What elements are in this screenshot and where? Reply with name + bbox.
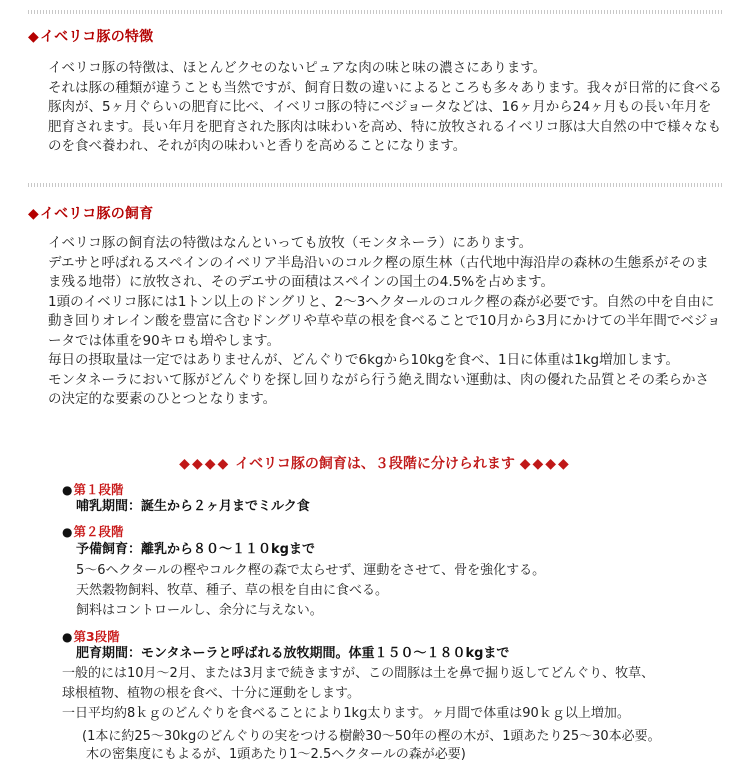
note-line: (1本に約25〜30kgのどんぐりの実をつける樹齢30〜50年の樫の木が、1頭あたり25〜30本必要。 bbox=[82, 729, 661, 744]
stages-banner bbox=[0, 453, 750, 473]
middle-divider bbox=[28, 183, 722, 187]
stage-2-title bbox=[62, 522, 124, 540]
diamond-icon: ◆◆◆◆ bbox=[179, 456, 231, 472]
acorn-note bbox=[82, 728, 722, 764]
paragraph: 1頭のイベリコ豚には1トン以上のドングリと、2〜3ヘクタールのコルク樫の森が必要です。自然の中を自由に動き回りオレイン酸を豊富に含むドングリや草や草の根を食べることで10月から3月にかけての半年間でベジョータでは体重を90キロも増やします。 bbox=[48, 293, 721, 349]
diamond-icon: ◆ bbox=[28, 29, 39, 45]
stage-2-line: 飼料はコントロールし、余分に与えない。 bbox=[76, 603, 323, 618]
bullet-icon: ● bbox=[62, 483, 73, 497]
paragraph: イベリコ豚の飼育法の特徴はなんといっても放牧（モンタネーラ）にあります。 bbox=[48, 235, 533, 251]
stage-3-line: 一般的には10月〜2月、または3月まで続きますが、この間豚は土を鼻で掘り返してどんぐり、牧草、 bbox=[62, 666, 655, 681]
paragraph: モンタネーラにおいて豚がどんぐりを探し回りながら行う絶え間ない運動は、肉の優れた品質とその柔らかさの決定的な要素のひとつとなります。 bbox=[48, 371, 709, 407]
breeding-text bbox=[48, 234, 722, 410]
stage-2-line: 天然穀物飼料、牧草、種子、草の根を自由に食べる。 bbox=[76, 583, 389, 598]
stage-3-period: 肥育期間：モンタネーラと呼ばれる放牧期間。体重１５０〜１８０kgまで bbox=[76, 646, 510, 661]
note-line: 木の密集度にもよるが、1頭あたり1〜2.5ヘクタールの森が必要) bbox=[86, 747, 466, 762]
section-title: イベリコ豚の特徴 bbox=[39, 29, 154, 45]
paragraph: それは豚の種類が違うことも当然ですが、飼育日数の違いによるところも多々あります。我々が日常的に食べる豚肉が、5ヶ月ぐらいの肥育に比べ、イベリコ豚の特にベジョータなどは、16ヶ月から24ヶ月もの長い年月を肥育されます。長い年月を肥育された豚肉は味わいを高め、特に放牧されるイベリコ豚は大自然の中で様々なものを食べ養われ、それが肉の味わいと香りを高めることになります。 bbox=[48, 79, 722, 154]
bullet-icon: ● bbox=[62, 525, 73, 539]
top-divider bbox=[28, 10, 722, 14]
stage-title-text: 第3段階 bbox=[73, 629, 120, 644]
diamond-icon: ◆ bbox=[28, 206, 39, 222]
section-title: イベリコ豚の飼育 bbox=[39, 206, 154, 222]
stage-3-title bbox=[62, 627, 120, 645]
stage-1-title bbox=[62, 480, 124, 498]
diamond-icon: ◆◆◆◆ bbox=[519, 456, 571, 472]
section-heading-breeding bbox=[28, 203, 153, 223]
paragraph: イベリコ豚の特徴は、ほとんどクセのないピュアな肉の味と味の濃さにあります。 bbox=[48, 60, 547, 76]
stage-3-line: 一日平均約8ｋｇのどんぐりを食べることにより1kg太ります。ヶ月間で体重は90ｋｇ以上増加。 bbox=[62, 706, 630, 721]
features-text bbox=[48, 59, 722, 157]
stage-title-text: 第１段階 bbox=[73, 482, 124, 497]
bullet-icon: ● bbox=[62, 630, 73, 644]
stage-2-period: 予備飼育：離乳から８０〜１１０kgまで bbox=[76, 542, 315, 557]
section-heading-features bbox=[28, 26, 153, 46]
paragraph: 毎日の摂取量は一定ではありませんが、どんぐりで6kgから10kgを食べ、1日に体重は1kg増加します。 bbox=[48, 352, 680, 368]
stage-1-period: 哺乳期間：誕生から２ヶ月までミルク食 bbox=[76, 499, 310, 514]
stage-3-line: 球根植物、植物の根を食べ、十分に運動をします。 bbox=[62, 686, 360, 701]
stage-title-text: 第２段階 bbox=[73, 524, 124, 539]
paragraph: デエサと呼ばれるスペインのイベリア半島沿いのコルク樫の原生林（古代地中海沿岸の森林の生態系がそのまま残る地帯）に放牧され、そのデエサの面積はスペインの国土の4.5%を占めます。 bbox=[48, 254, 709, 290]
stage-2-line: 5〜6ヘクタールの樫やコルク樫の森で太らせず、運動をさせて、骨を強化する。 bbox=[76, 563, 546, 578]
banner-text: イベリコ豚の飼育は、３段階に分けられます bbox=[235, 456, 515, 472]
